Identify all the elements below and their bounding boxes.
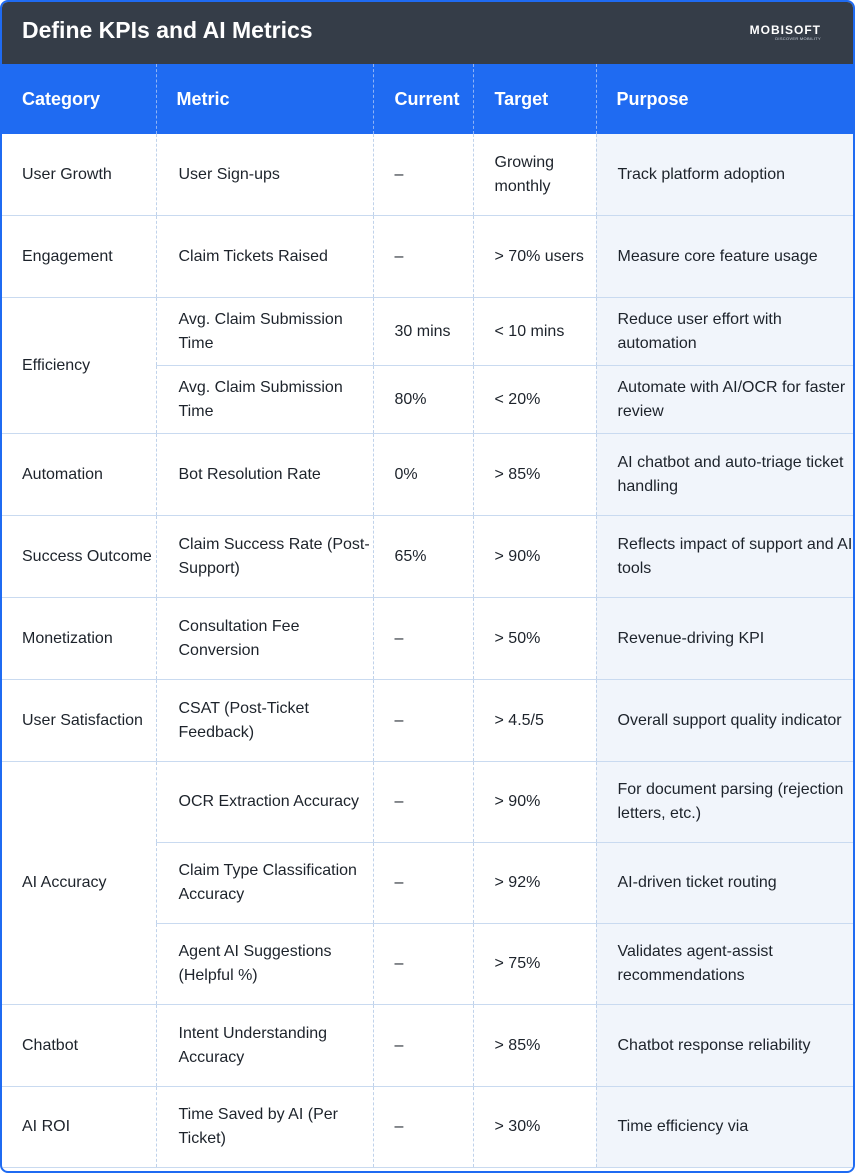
current-cell: –: [373, 598, 473, 680]
title-bar: [2, 2, 853, 64]
column-header-target: Target: [473, 64, 596, 134]
table-header-row: [2, 64, 853, 134]
current-cell: –: [373, 1087, 473, 1168]
current-cell: –: [373, 680, 473, 762]
metric-cell: Intent Understanding Accuracy: [156, 1005, 373, 1087]
category-cell: Success Outcome: [2, 516, 156, 598]
table-row: [2, 762, 853, 843]
kpi-table: [2, 64, 853, 1168]
purpose-cell: Automate with AI/OCR for faster review: [596, 366, 853, 434]
brand-logo: [750, 24, 821, 41]
target-cell: < 20%: [473, 366, 596, 434]
current-cell: 30 mins: [373, 298, 473, 366]
metric-cell: Time Saved by AI (Per Ticket): [156, 1087, 373, 1168]
target-cell: > 70% users: [473, 216, 596, 298]
metric-cell: CSAT (Post-Ticket Feedback): [156, 680, 373, 762]
purpose-cell: AI chatbot and auto-triage ticket handling: [596, 434, 853, 516]
target-cell: > 50%: [473, 598, 596, 680]
table-row: [2, 298, 853, 366]
purpose-cell: Track platform adoption: [596, 134, 853, 216]
logo-name: MOBISOFT: [749, 23, 821, 37]
target-cell: > 30%: [473, 1087, 596, 1168]
current-cell: –: [373, 762, 473, 843]
current-cell: 65%: [373, 516, 473, 598]
purpose-cell: Reduce user effort with automation: [596, 298, 853, 366]
column-header-category: Category: [2, 64, 156, 134]
target-cell: < 10 mins: [473, 298, 596, 366]
category-cell: Engagement: [2, 216, 156, 298]
current-cell: –: [373, 924, 473, 1005]
table-row: [2, 216, 853, 298]
table-row: [2, 434, 853, 516]
current-cell: 0%: [373, 434, 473, 516]
category-cell: Monetization: [2, 598, 156, 680]
table-row: [2, 680, 853, 762]
metric-cell: Avg. Claim Submission Time: [156, 298, 373, 366]
current-cell: –: [373, 1005, 473, 1087]
current-cell: –: [373, 134, 473, 216]
page-title: Define KPIs and AI Metrics: [22, 17, 313, 43]
column-header-current: Current: [373, 64, 473, 134]
target-cell: > 92%: [473, 843, 596, 924]
target-cell: > 85%: [473, 1005, 596, 1087]
metric-cell: Bot Resolution Rate: [156, 434, 373, 516]
table-row: [2, 134, 853, 216]
target-cell: Growing monthly: [473, 134, 596, 216]
purpose-cell: Measure core feature usage: [596, 216, 853, 298]
purpose-cell: Overall support quality indicator: [596, 680, 853, 762]
column-header-purpose: Purpose: [596, 64, 853, 134]
target-cell: > 90%: [473, 762, 596, 843]
purpose-cell: Time efficiency via: [596, 1087, 853, 1168]
metric-cell: User Sign-ups: [156, 134, 373, 216]
purpose-cell: AI-driven ticket routing: [596, 843, 853, 924]
purpose-cell: Revenue-driving KPI: [596, 598, 853, 680]
metric-cell: Claim Type Classification Accuracy: [156, 843, 373, 924]
target-cell: > 90%: [473, 516, 596, 598]
metric-cell: Agent AI Suggestions (Helpful %): [156, 924, 373, 1005]
target-cell: > 85%: [473, 434, 596, 516]
metric-cell: Consultation Fee Conversion: [156, 598, 373, 680]
category-cell: User Growth: [2, 134, 156, 216]
current-cell: 80%: [373, 366, 473, 434]
purpose-cell: For document parsing (rejection letters, etc.): [596, 762, 853, 843]
table-row: [2, 516, 853, 598]
current-cell: –: [373, 216, 473, 298]
column-header-metric: Metric: [156, 64, 373, 134]
metric-cell: Claim Tickets Raised: [156, 216, 373, 298]
metric-cell: OCR Extraction Accuracy: [156, 762, 373, 843]
category-cell: User Satisfaction: [2, 680, 156, 762]
metric-cell: Avg. Claim Submission Time: [156, 366, 373, 434]
table-row: [2, 1005, 853, 1087]
purpose-cell: Reflects impact of support and AI tools: [596, 516, 853, 598]
category-cell: AI Accuracy: [2, 762, 156, 1005]
category-cell: Efficiency: [2, 298, 156, 434]
current-cell: –: [373, 843, 473, 924]
logo-tagline: DISCOVER MOBILITY: [775, 36, 821, 41]
category-cell: AI ROI: [2, 1087, 156, 1168]
category-cell: Automation: [2, 434, 156, 516]
table-row: [2, 598, 853, 680]
target-cell: > 4.5/5: [473, 680, 596, 762]
purpose-cell: Chatbot response reliability: [596, 1005, 853, 1087]
table-row: [2, 1087, 853, 1168]
category-cell: Chatbot: [2, 1005, 156, 1087]
purpose-cell: Validates agent-assist recommendations: [596, 924, 853, 1005]
target-cell: > 75%: [473, 924, 596, 1005]
metric-cell: Claim Success Rate (Post-Support): [156, 516, 373, 598]
